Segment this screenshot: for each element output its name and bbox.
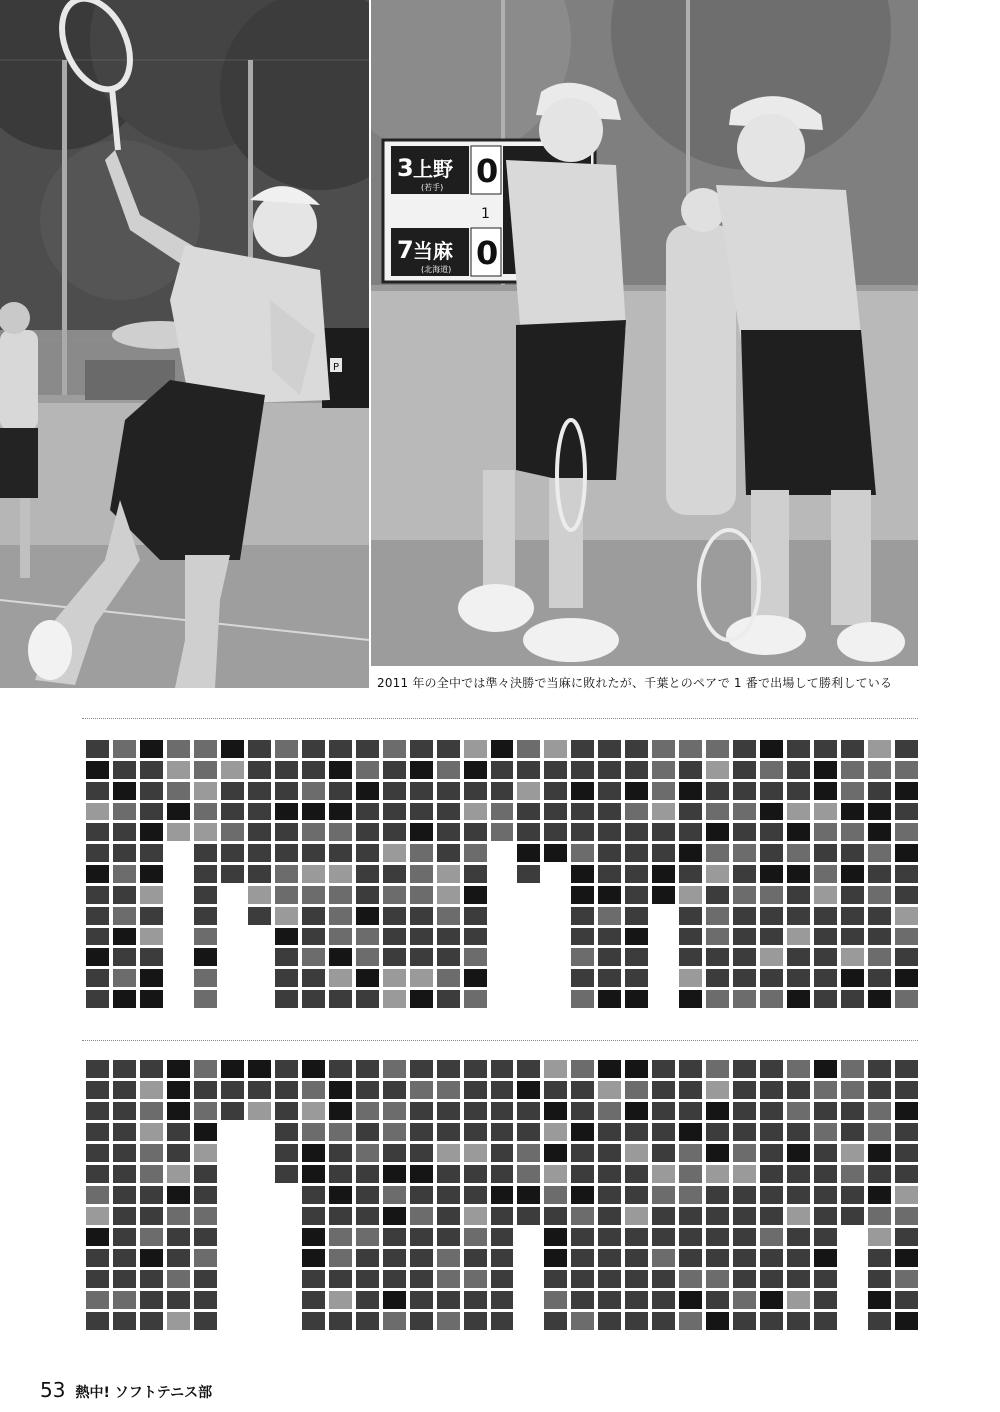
pixelated-text-column bbox=[571, 740, 594, 1008]
pixelated-text-column bbox=[140, 1060, 163, 1336]
pixelated-text-column bbox=[113, 740, 136, 1008]
pixelated-text-column bbox=[787, 1060, 810, 1336]
pixelated-text-column bbox=[329, 1060, 352, 1336]
pixelated-text-column bbox=[410, 1060, 433, 1336]
pixelated-text-column bbox=[760, 1060, 783, 1336]
pixelated-text-column bbox=[706, 740, 729, 1008]
pixelated-text-column bbox=[544, 1060, 567, 1336]
pixelated-text-column bbox=[841, 1060, 864, 1336]
pixelated-text-column bbox=[491, 1060, 514, 1336]
pixelated-text-column bbox=[86, 1060, 109, 1336]
pixelated-text-column bbox=[760, 740, 783, 1008]
pixelated-text-column bbox=[248, 740, 271, 1008]
pixelated-text-column bbox=[868, 1060, 891, 1336]
page-footer bbox=[40, 1378, 212, 1402]
pixelated-text-column bbox=[787, 740, 810, 1008]
scoreboard-row2-sub: (北海道) bbox=[421, 265, 452, 274]
pixelated-text-column bbox=[679, 1060, 702, 1336]
pixelated-text-column bbox=[464, 1060, 487, 1336]
pixelated-text-column bbox=[221, 740, 244, 1008]
pixelated-text-column bbox=[895, 740, 918, 1008]
pixelated-text-column bbox=[410, 740, 433, 1008]
magazine-title: 熱中! ソフトテニス部 bbox=[75, 1385, 213, 1401]
scoreboard-row1-number: 3 bbox=[397, 154, 414, 182]
pixelated-text-column bbox=[86, 740, 109, 1008]
scoreboard-row2-number: 7 bbox=[397, 236, 414, 264]
pixelated-text-column bbox=[706, 1060, 729, 1336]
pixelated-text-column bbox=[113, 1060, 136, 1336]
scoreboard-p-label: P bbox=[333, 362, 340, 373]
pixelated-text-column bbox=[464, 740, 487, 1008]
pixelated-text-column bbox=[598, 740, 621, 1008]
pixelated-text-column bbox=[814, 740, 837, 1008]
pixelated-text-column bbox=[679, 740, 702, 1008]
scoreboard-row1-team: 上野 bbox=[413, 157, 453, 181]
pixelated-text-column bbox=[437, 740, 460, 1008]
pixelated-text-column bbox=[598, 1060, 621, 1336]
pixelated-text-column bbox=[652, 1060, 675, 1336]
scoreboard-row1-score: 0 bbox=[476, 152, 499, 190]
pixelated-text-column bbox=[383, 740, 406, 1008]
pixelated-text-column bbox=[868, 740, 891, 1008]
pixelated-text-column bbox=[221, 1060, 244, 1336]
article-body-block-2 bbox=[86, 1060, 918, 1336]
section-divider-middle bbox=[82, 1040, 918, 1041]
pixelated-text-column bbox=[841, 740, 864, 1008]
photo-caption: 2011 年の全中では準々決勝で当麻に敗れたが、千葉とのペアで 1 番で出場して勝利している bbox=[377, 676, 893, 690]
pixelated-text-column bbox=[625, 740, 648, 1008]
scoreboard-row2-score: 0 bbox=[476, 234, 499, 272]
pixelated-text-column bbox=[140, 740, 163, 1008]
pixelated-text-column bbox=[167, 1060, 190, 1336]
pixelated-text-column bbox=[275, 740, 298, 1008]
pixelated-text-column bbox=[491, 740, 514, 1008]
pixelated-text-column bbox=[733, 1060, 756, 1336]
pixelated-text-column bbox=[625, 1060, 648, 1336]
pixelated-text-column bbox=[194, 740, 217, 1008]
pixelated-text-column bbox=[275, 1060, 298, 1336]
pixelated-text-column bbox=[383, 1060, 406, 1336]
article-body-block-1 bbox=[86, 740, 918, 1008]
pixelated-text-column bbox=[517, 740, 540, 1008]
photo-player-serving bbox=[0, 0, 369, 688]
pixelated-text-column bbox=[356, 740, 379, 1008]
pixelated-text-column bbox=[167, 740, 190, 1008]
pixelated-text-column bbox=[571, 1060, 594, 1336]
pixelated-text-column bbox=[814, 1060, 837, 1336]
pixelated-text-column bbox=[652, 740, 675, 1008]
pixelated-text-column bbox=[248, 1060, 271, 1336]
scoreboard-row1-sub: (若手) bbox=[421, 183, 444, 192]
pixelated-text-column bbox=[733, 740, 756, 1008]
photo-doubles-pair bbox=[371, 0, 918, 666]
section-divider-top bbox=[82, 718, 918, 719]
pixelated-text-column bbox=[329, 740, 352, 1008]
pixelated-text-column bbox=[544, 740, 567, 1008]
pixelated-text-column bbox=[302, 1060, 325, 1336]
pixelated-text-column bbox=[194, 1060, 217, 1336]
scoreboard-row2-team: 当麻 bbox=[413, 239, 453, 263]
pixelated-text-column bbox=[517, 1060, 540, 1336]
pixelated-text-column bbox=[302, 740, 325, 1008]
pixelated-text-column bbox=[437, 1060, 460, 1336]
scoreboard-middle: 1 bbox=[481, 206, 490, 222]
page-number: 53 bbox=[40, 1378, 66, 1402]
pixelated-text-column bbox=[895, 1060, 918, 1336]
pixelated-text-column bbox=[356, 1060, 379, 1336]
